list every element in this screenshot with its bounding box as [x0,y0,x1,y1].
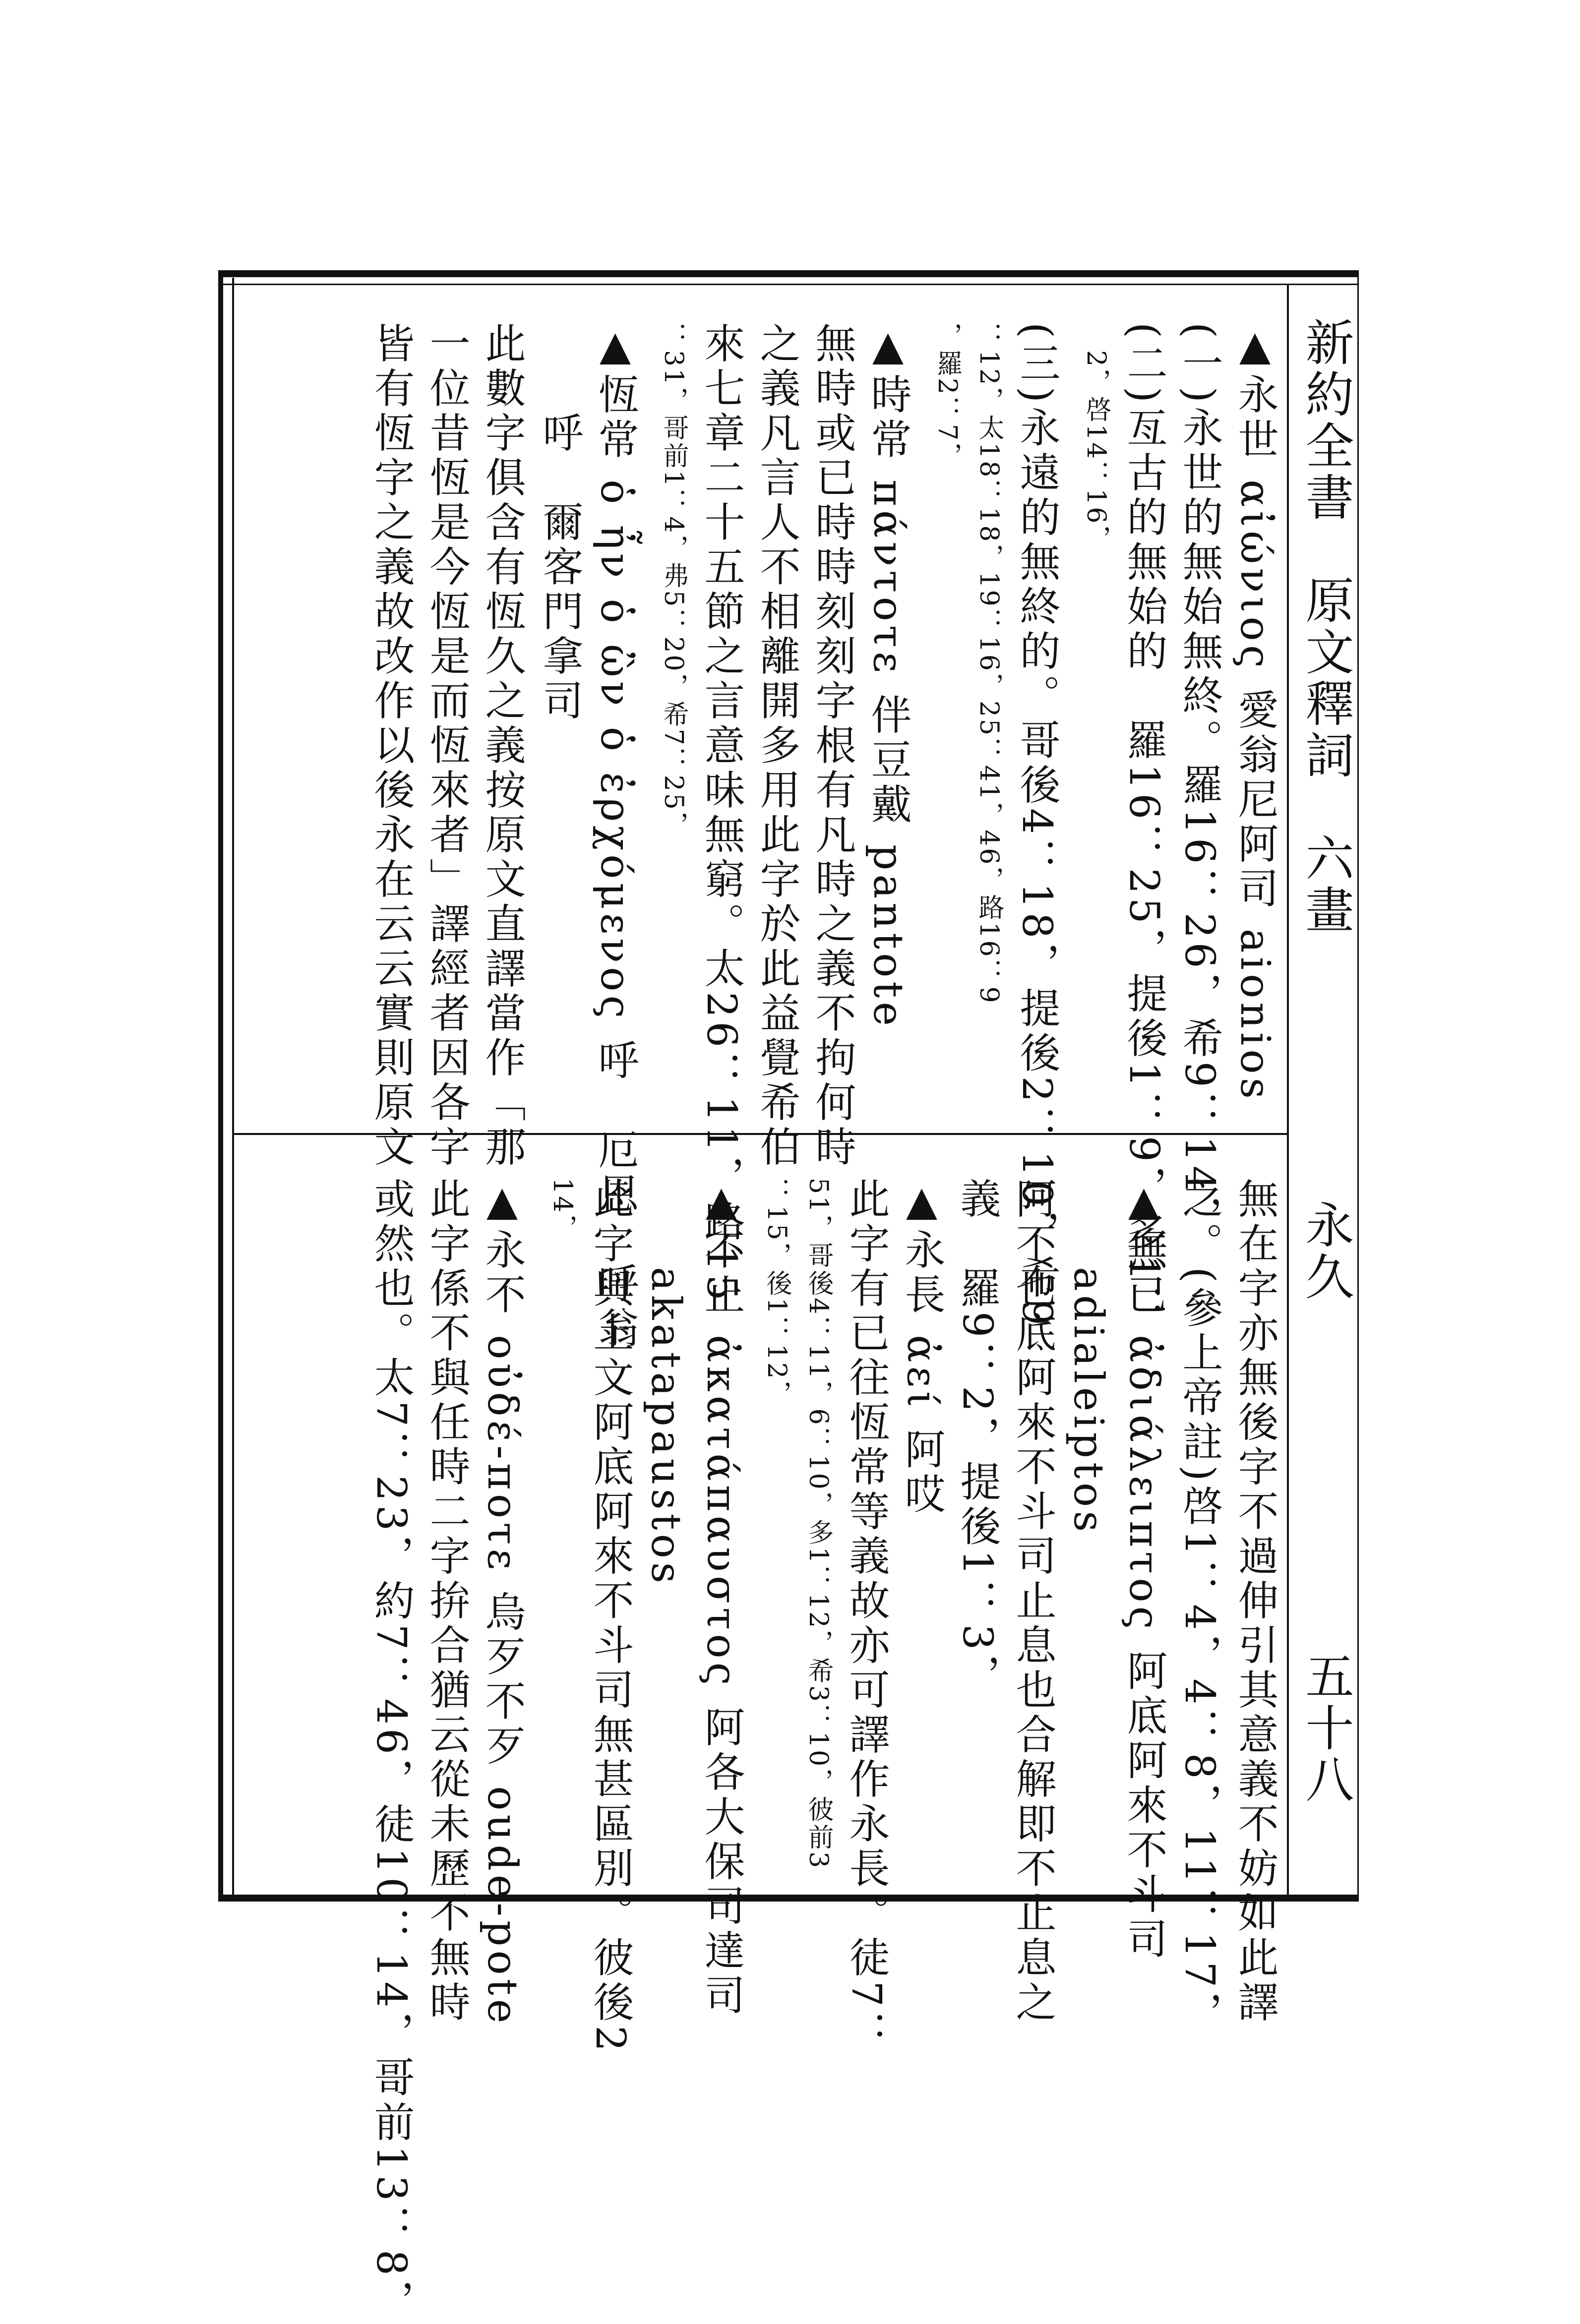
lower-line-12: akatapaustos [642,1178,689,1587]
upper-line-15: 此數字俱含有恆久之義按原文直譯當作「那 [479,322,526,1170]
frame-top-rule [218,284,1359,285]
lower-line-14: 14， [547,1178,577,1243]
lower-line-16: 此字係不與任時二字拚合猶云從未歷不無時 [423,1178,470,2026]
upper-line-14: 呼 爾客門拿司 [536,322,583,724]
upper-line-8: ▲時常 πάντοτε 伴豆戴 pantote [864,322,912,1030]
lower-line-9: 51，哥後4：11，6：10，多1：12，希3：10，彼前3 [803,1178,833,1870]
lower-line-1: 無在字亦無後字不過伸引其意義不妨如此譯 [1231,1178,1278,2026]
lower-line-2: 之。(參上帝註)啓1：4，4：8，11：17， [1176,1178,1223,2036]
frame-inner-rule [232,278,234,1897]
lower-line-15: ▲永不 οὐδέ-ποτε 烏歹不歹 oude-pote [479,1178,526,2027]
page-number: 五十八 [1297,1651,1354,1806]
lower-line-17: 或然也。太7：23，約7：46，徒10：14，哥前13：8， [367,1178,415,2324]
lower-line-5: 阿不也底阿來不斗司止息也合解即不止息之 [1009,1178,1056,2026]
upper-line-12: ：31，哥前1：4，弗5：20，希7：25， [659,322,688,839]
upper-line-3: (二)亙古的無始的 羅16：25，提後1：9，多1： [1120,322,1167,1330]
upper-line-13: ▲恆常 ὁ ἦν ὁ ὢν ὁ ἐρχόμενος 呼 厄恩 呼翁 [592,322,639,1352]
lower-line-4: adialeiptos [1065,1178,1112,1536]
lower-line-8: 此字有已往恆常等義故亦可譯作永長。徒7： [843,1178,890,2056]
upper-line-10: 之義凡言人不相離開多用此字於此益覺希伯 [753,322,800,1170]
lower-line-3: ▲無已 ἀδιάλειπτος 阿底阿來不斗司 [1120,1178,1167,1963]
upper-line-7: ，羅2：7， [932,322,962,471]
upper-line-6: ：12，太18：18，19：16，25：41，46，路16：9 [974,322,1004,1005]
header-divider [1287,285,1289,1897]
upper-line-4: 2，啓14：16， [1081,322,1111,553]
upper-line-1: ▲永世 αἰώνιος 愛翁尼阿司 aionios [1231,322,1278,1103]
upper-line-16: 一位昔恆是今恆是而恆來者」譯經者因各字 [423,322,470,1170]
lower-line-13: 此字與上文阿底阿來不斗司無甚區別。彼後2 [587,1178,634,2056]
upper-line-17: 皆有恆字之義故改作以後永在云云實則原文 [367,322,415,1170]
upper-line-11: 來七章二十五節之言意味無窮。太26：11，路15 [698,322,745,1305]
lower-line-10: ：15，後1：12， [762,1178,791,1409]
lower-line-6: 義 羅9：2，提後1：3， [954,1178,1001,1699]
lower-line-7: ▲永長 ἀεί 阿哎 [898,1178,945,1518]
lower-line-11: ▲不止 ἀκατάπαυστος 阿各大保司達司 [698,1178,745,2019]
running-title: 新約全書 原文釋詞 六畫 [1297,317,1354,936]
upper-line-5: (三)永遠的無終的。哥後4：18，提後2：10，希9 [1013,322,1060,1330]
upper-line-2: (一)永世的無始無終。羅16：26，希9：14， [1176,322,1223,1241]
section-heading: 永久 [1297,1200,1354,1303]
upper-line-9: 無時或已時時刻刻字根有凡時之義不拘何時 [809,322,856,1170]
